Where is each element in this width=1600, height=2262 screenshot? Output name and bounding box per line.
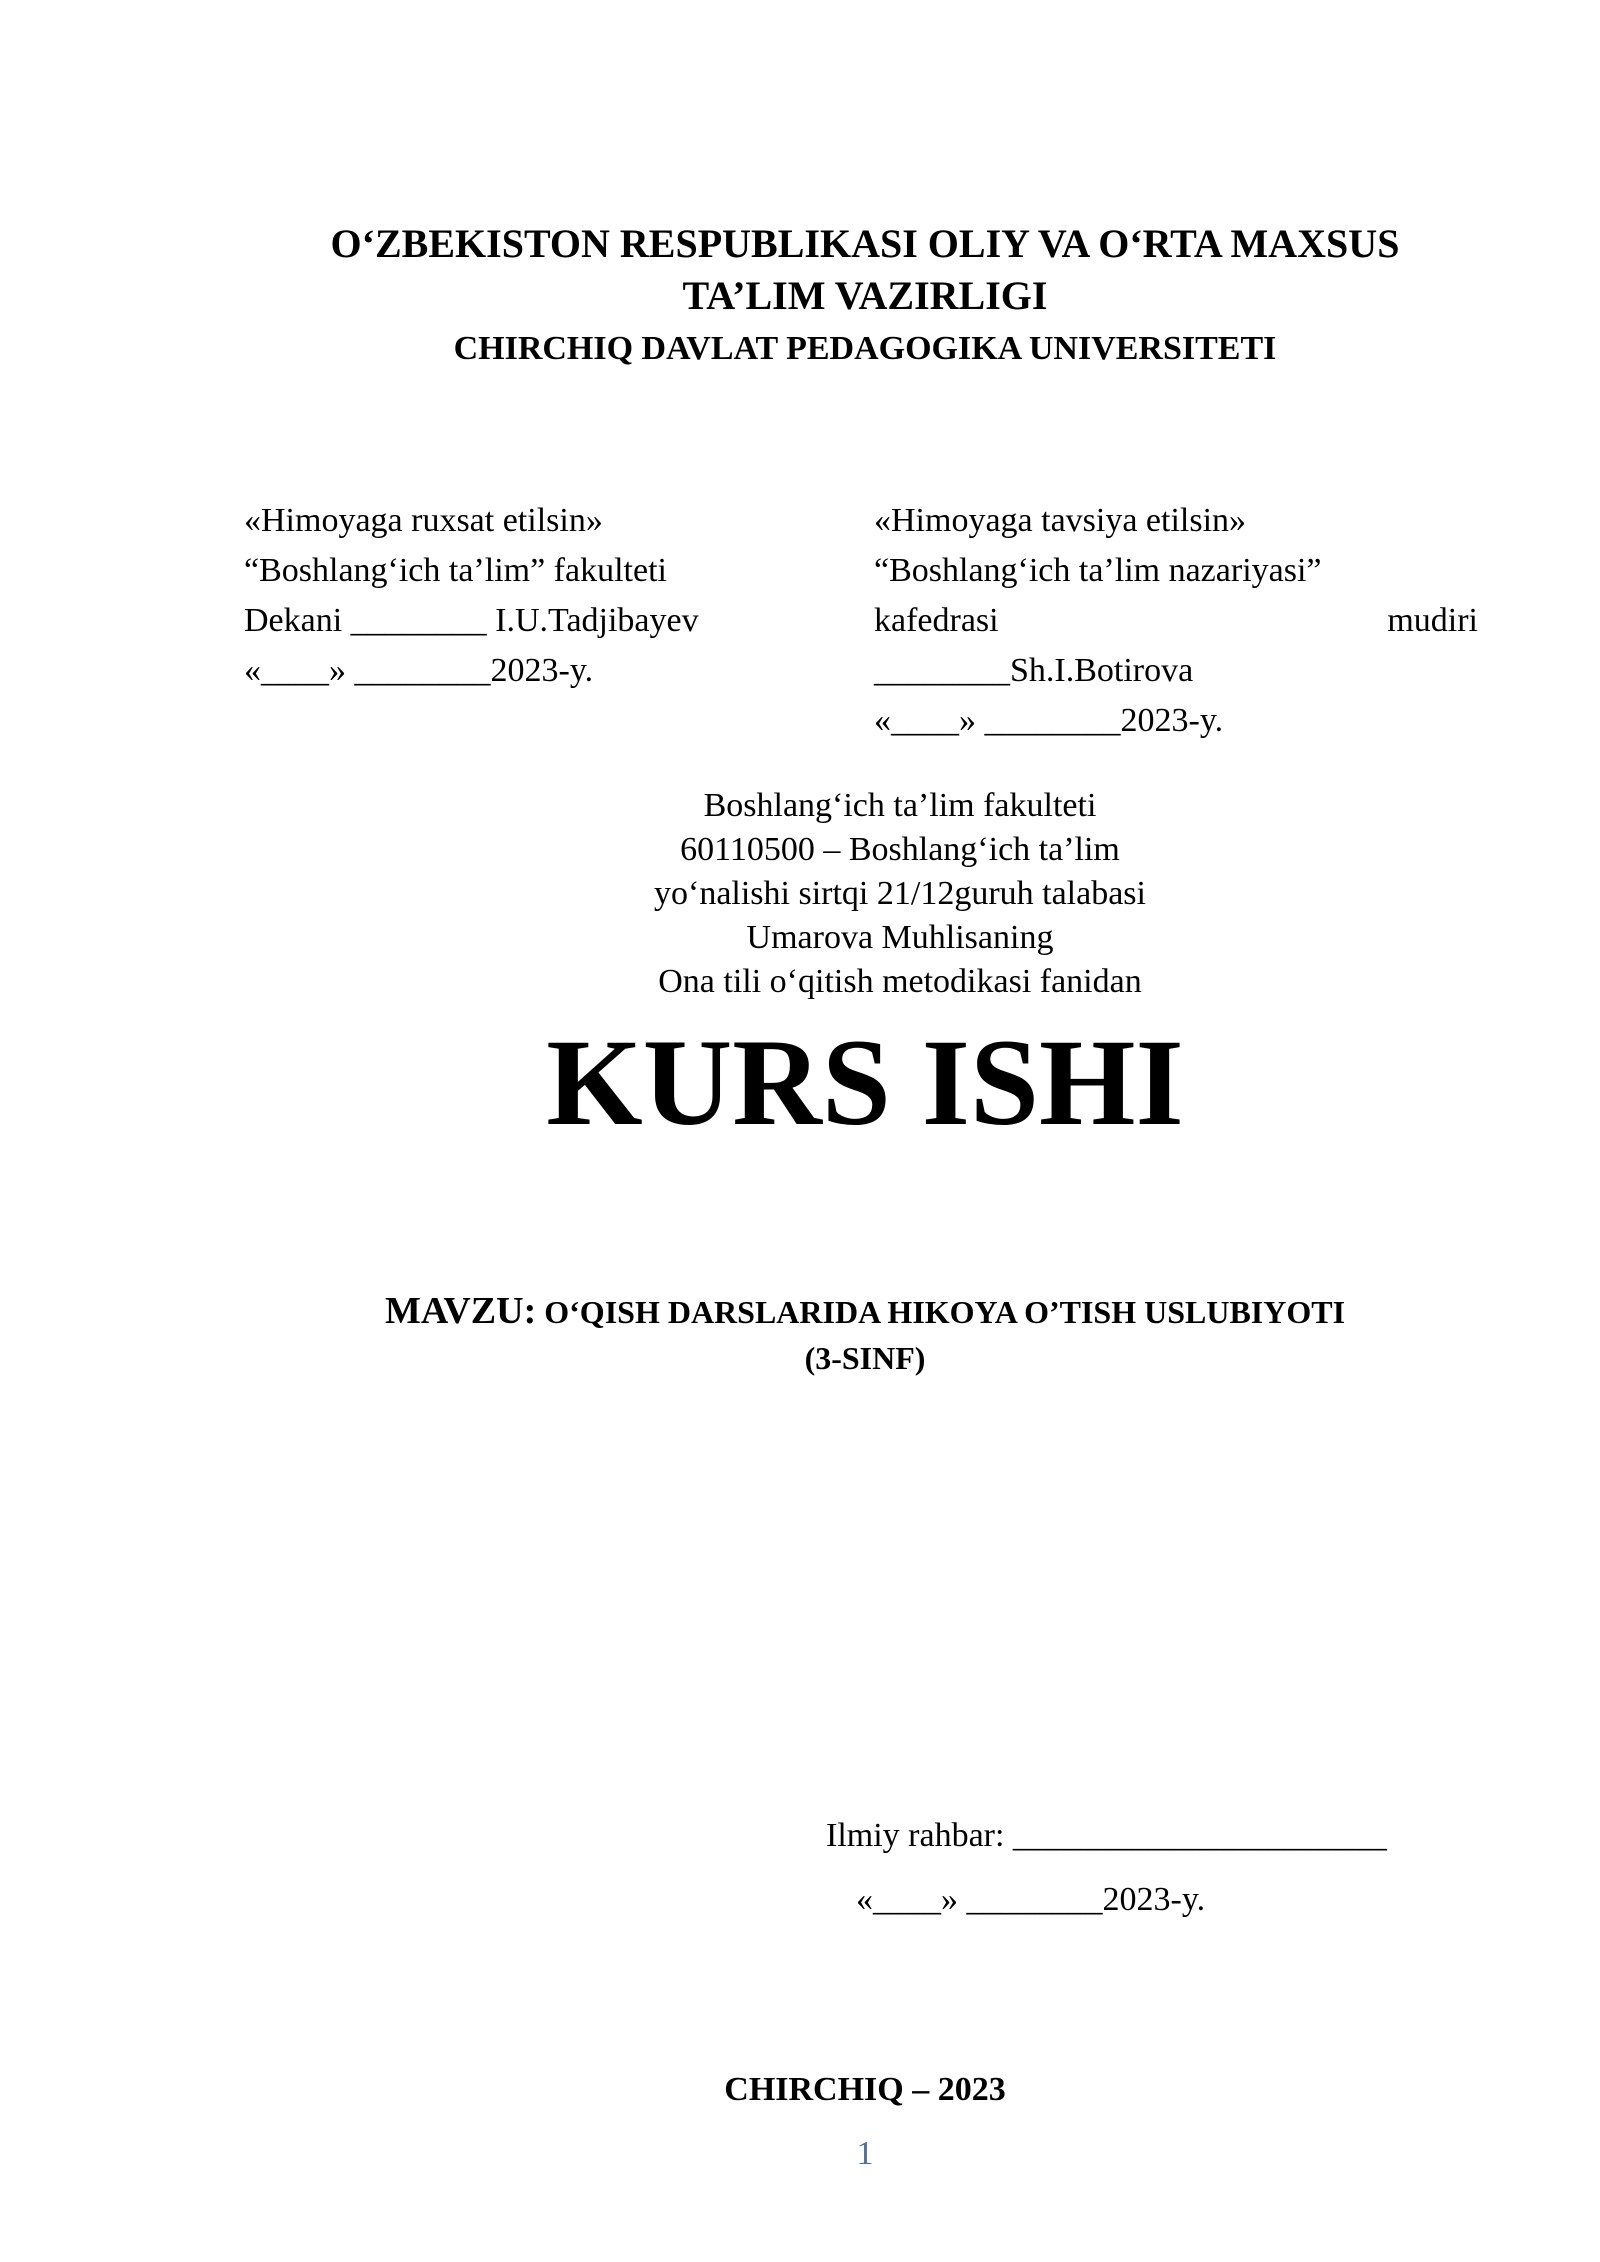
topic-grade: (3-SINF) xyxy=(804,1340,926,1376)
approval-block-left xyxy=(244,496,804,696)
approval-left-line-2: “Boshlang‘ich ta’lim” fakulteti xyxy=(244,552,667,589)
ministry-heading xyxy=(200,218,1530,322)
approval-right-line-1: «Himoyaga tavsiya etilsin» xyxy=(874,502,1247,539)
approval-right-line-2: “Boshlang‘ich ta’lim nazariyasi” xyxy=(874,552,1322,589)
supervisor-date: «____» ________2023-y. xyxy=(856,1881,1206,1918)
page-number: 1 xyxy=(856,2135,874,2172)
approval-left-line-3: Dekani ________ I.U.Tadjibayev xyxy=(244,602,699,639)
approval-right-line-3 xyxy=(874,596,1478,646)
student-info-line-3: yo‘nalishi sirtqi 21/12guruh talabasi xyxy=(654,875,1146,912)
ministry-line-1: O‘ZBEKISTON RESPUBLIKASI OLIY VA O‘RTA MAXSUS xyxy=(330,221,1400,266)
approval-left-line-1: «Himoyaga ruxsat etilsin» xyxy=(244,502,603,539)
approval-right-line-3-right: mudiri xyxy=(1387,602,1478,639)
ministry-line-2: TA’LIM VAZIRLIGI xyxy=(682,273,1048,318)
university-name: CHIRCHIQ DAVLAT PEDAGOGIKA UNIVERSITETI xyxy=(453,330,1277,367)
student-info-line-1: Boshlang‘ich ta’lim fakulteti xyxy=(703,787,1097,824)
student-info-line-5: Ona tili o‘qitish metodikasi fanidan xyxy=(658,963,1142,1000)
course-title: KURS ISHI xyxy=(546,1014,1184,1151)
supervisor-label: Ilmiy rahbar: ______________________ xyxy=(826,1817,1387,1854)
student-info xyxy=(300,784,1500,1004)
approval-right-line-4: ________Sh.I.Botirova xyxy=(874,652,1194,689)
city-year: CHIRCHIQ – 2023 xyxy=(724,2071,1006,2108)
topic-line-1 xyxy=(200,1288,1530,1335)
topic xyxy=(200,1288,1530,1381)
student-info-line-2: 60110500 – Boshlang‘ich ta’lim xyxy=(680,831,1120,868)
topic-label: MAVZU: xyxy=(384,1290,537,1332)
topic-text: O‘QISH DARSLARIDA HIKOYA O’TISH USLUBIYOTI xyxy=(544,1294,1346,1330)
approval-right-line-5: «____» ________2023-y. xyxy=(874,702,1224,739)
student-info-line-4: Umarova Muhlisaning xyxy=(746,919,1054,956)
approval-left-line-4: «____» ________2023-y. xyxy=(244,652,594,689)
approval-block-right xyxy=(874,496,1478,746)
approval-right-line-3-left: kafedrasi xyxy=(874,602,999,639)
